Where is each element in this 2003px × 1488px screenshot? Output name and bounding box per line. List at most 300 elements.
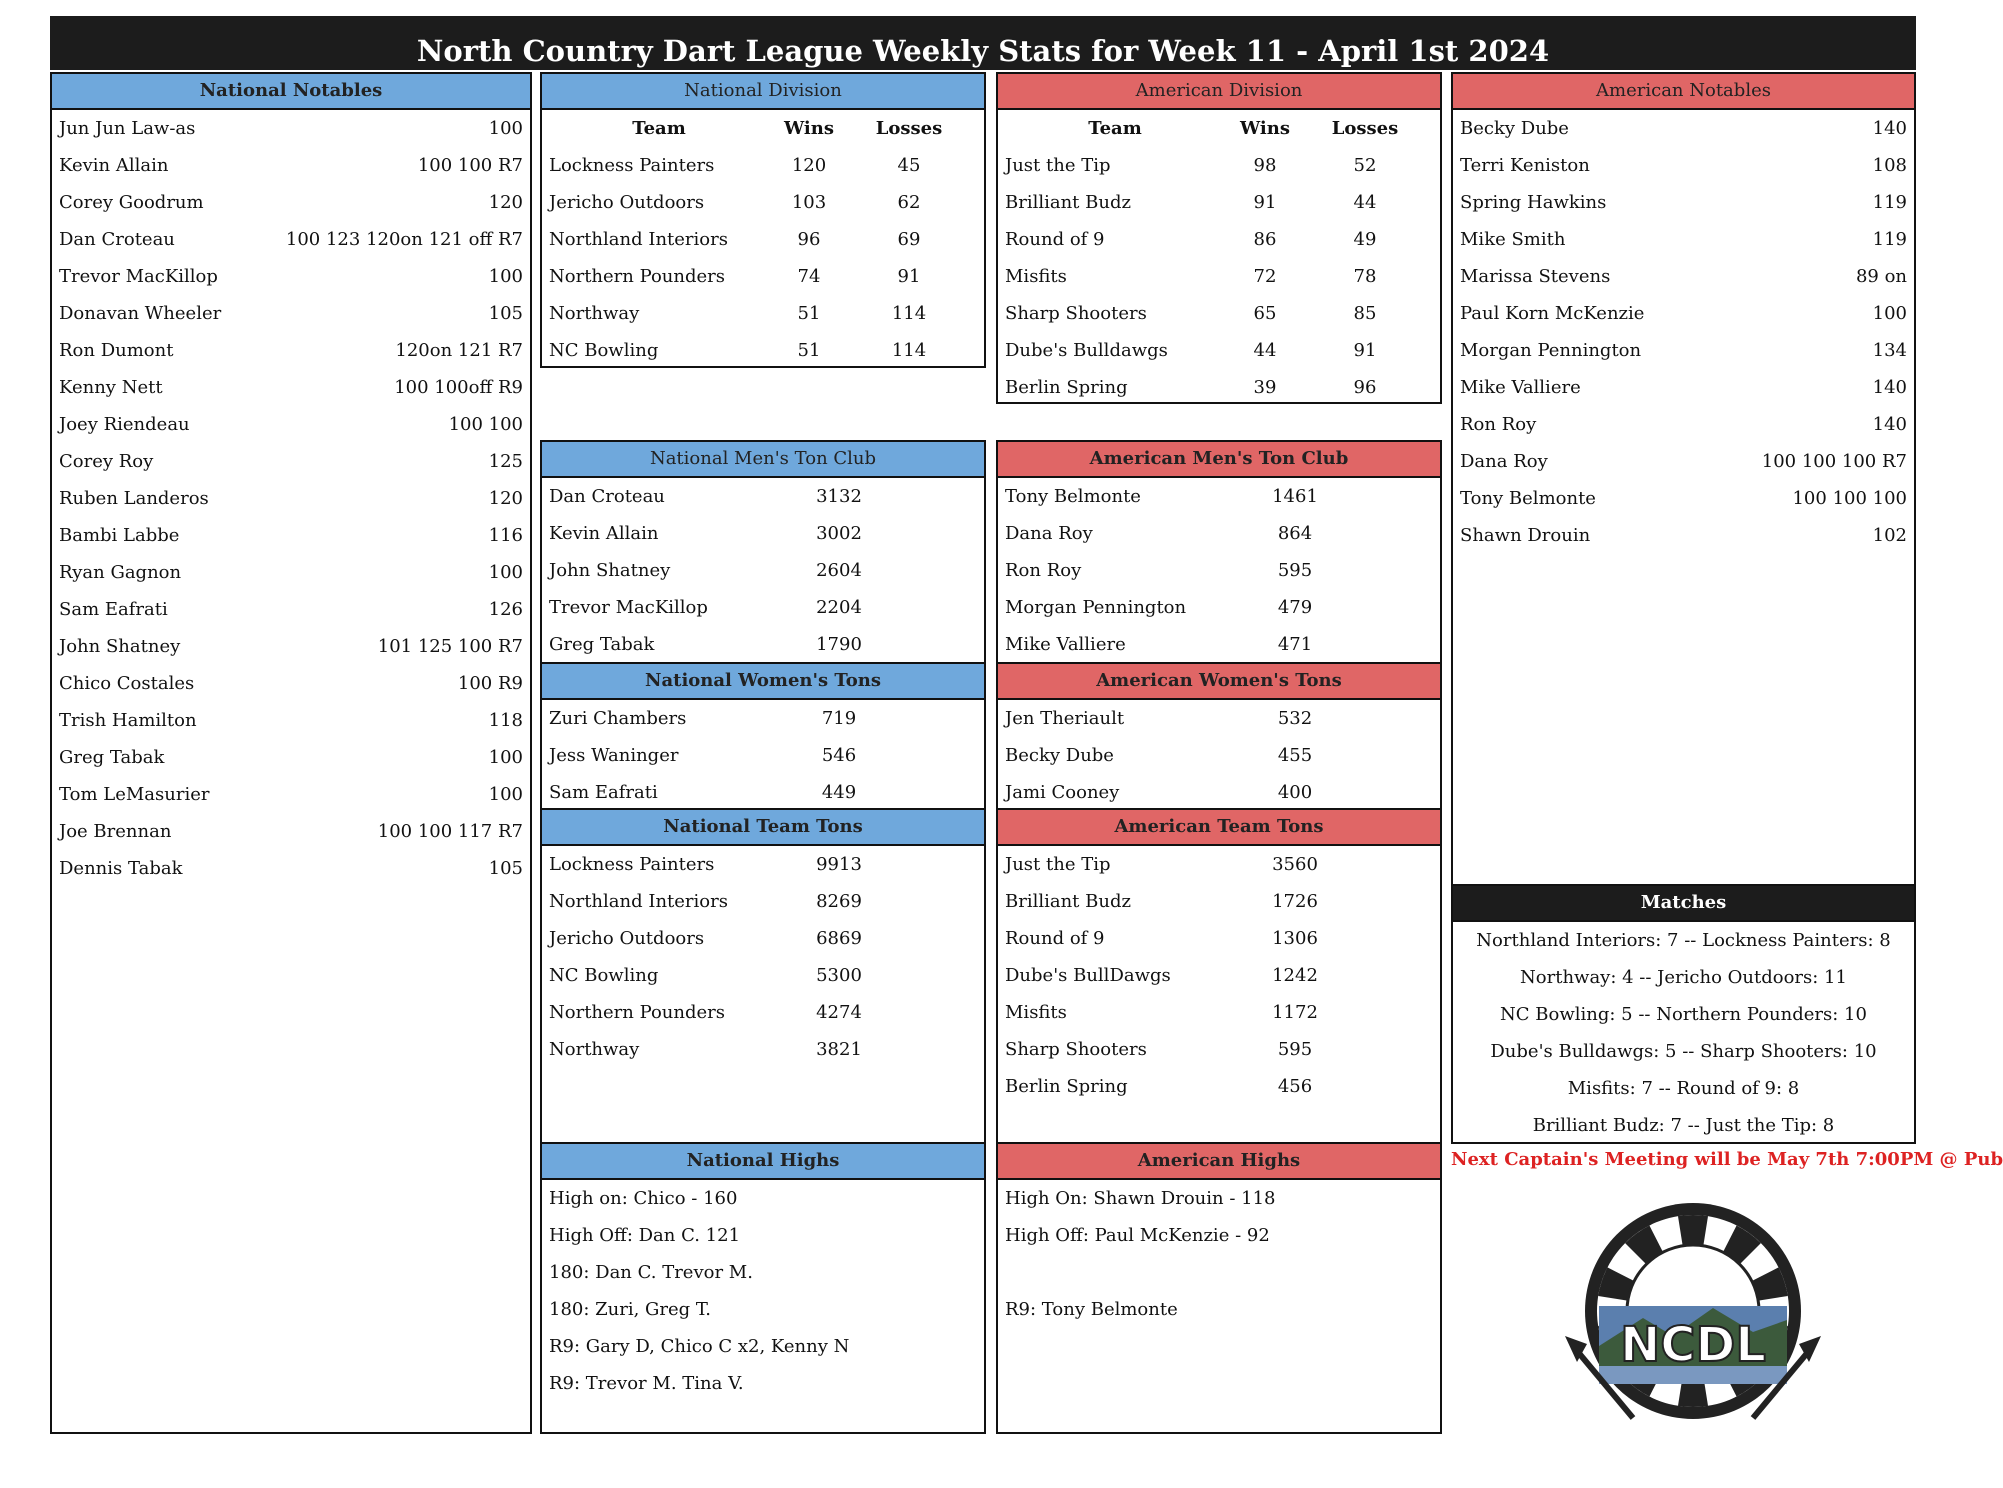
- table-row: [542, 258, 984, 295]
- player-name: Joey Riendeau: [59, 414, 190, 435]
- tons-cell: 456: [1277, 1076, 1313, 1097]
- player-name: Becky Dube: [1460, 118, 1569, 139]
- matches-header: Matches: [1453, 886, 1914, 922]
- table-row: [542, 700, 984, 737]
- player-value: 140: [1872, 377, 1907, 398]
- table-row: [998, 957, 1440, 994]
- tons-cell: 532: [1277, 708, 1313, 729]
- american-notables-panel: [1451, 72, 1916, 886]
- team-cell: Lockness Painters: [549, 155, 715, 176]
- table-row: [542, 332, 984, 369]
- table-row: [998, 1031, 1440, 1068]
- high-entry: 180: Dan C. Trevor M.: [549, 1262, 753, 1283]
- page-title: North Country Dart League Weekly Stats for Week 11 - April 1st 2024: [50, 16, 1916, 70]
- player-name: Sam Eafrati: [59, 599, 168, 620]
- list-item: [52, 517, 530, 554]
- tons-cell: 1242: [1272, 965, 1318, 986]
- ncdl-logo-icon: [1563, 1196, 1823, 1436]
- wins-cell: 51: [797, 340, 821, 361]
- wins-cell: 98: [1253, 155, 1277, 176]
- american-mens-ton-rows: [998, 478, 1440, 663]
- logo-text: NCDL: [1620, 1317, 1766, 1373]
- table-row: [998, 478, 1440, 515]
- team-cell: Northway: [549, 303, 640, 324]
- player-value: 89 on: [1855, 266, 1907, 287]
- losses-cell: 49: [1353, 229, 1377, 250]
- table-row: [998, 883, 1440, 920]
- player-value: 100 100: [448, 414, 523, 435]
- national-mens-ton-header: National Men's Ton Club: [542, 442, 984, 478]
- name-cell: Ron Roy: [1005, 560, 1082, 581]
- player-name: Corey Roy: [59, 451, 154, 472]
- wins-cell: 72: [1253, 266, 1277, 287]
- name-cell: Northland Interiors: [549, 891, 728, 912]
- player-name: Greg Tabak: [59, 747, 165, 768]
- american-mens-ton-panel: [996, 440, 1442, 664]
- matches-panel: [1451, 884, 1916, 1144]
- player-value: 100 R9: [457, 673, 523, 694]
- table-row: [998, 700, 1440, 737]
- national-womens-tons-rows: [542, 700, 984, 811]
- name-cell: Morgan Pennington: [1005, 597, 1187, 618]
- list-item: [52, 702, 530, 739]
- player-name: Jun Jun Law-as: [59, 118, 196, 139]
- player-value: 100: [1872, 303, 1907, 324]
- player-name: Morgan Pennington: [1460, 340, 1642, 361]
- american-womens-tons-rows: [998, 700, 1440, 811]
- tons-cell: 3132: [816, 486, 862, 507]
- wins-cell: 51: [797, 303, 821, 324]
- table-row: [542, 883, 984, 920]
- player-name: Corey Goodrum: [59, 192, 204, 213]
- player-name: John Shatney: [59, 636, 181, 657]
- player-value: 120: [488, 488, 523, 509]
- national-team-tons-header: National Team Tons: [542, 810, 984, 846]
- player-name: Chico Costales: [59, 673, 195, 694]
- table-row: [542, 515, 984, 552]
- name-cell: John Shatney: [549, 560, 671, 581]
- national-highs-list: [542, 1180, 984, 1402]
- high-entry: R9: Tony Belmonte: [1005, 1299, 1178, 1320]
- table-row: [998, 295, 1440, 332]
- wins-cell: 65: [1253, 303, 1277, 324]
- table-row: [998, 737, 1440, 774]
- list-item: [52, 628, 530, 665]
- player-name: Terri Keniston: [1460, 155, 1590, 176]
- table-row: [998, 221, 1440, 258]
- player-name: Trevor MacKillop: [59, 266, 218, 287]
- table-row: [542, 147, 984, 184]
- american-womens-tons-panel: [996, 662, 1442, 810]
- list-item: [52, 850, 530, 887]
- list-item: [1453, 221, 1914, 258]
- table-row: [998, 920, 1440, 957]
- american-division-rows: [998, 147, 1440, 406]
- match-result: Northway: 4 -- Jericho Outdoors: 11: [1520, 967, 1847, 988]
- tons-cell: 864: [1277, 523, 1313, 544]
- match-result: Northland Interiors: 7 -- Lockness Painters: 8: [1476, 930, 1891, 951]
- name-cell: Trevor MacKillop: [549, 597, 708, 618]
- american-team-tons-panel: [996, 808, 1442, 1144]
- name-cell: Misfits: [1005, 1002, 1067, 1023]
- list-item: [1453, 443, 1914, 480]
- table-row: [998, 184, 1440, 221]
- player-value: 100: [488, 784, 523, 805]
- matches-list: [1453, 922, 1914, 1144]
- list-item: [1453, 480, 1914, 517]
- tons-cell: 400: [1277, 782, 1313, 803]
- player-value: 118: [488, 710, 523, 731]
- losses-cell: 91: [897, 266, 921, 287]
- name-cell: Zuri Chambers: [549, 708, 687, 729]
- tons-cell: 2204: [816, 597, 862, 618]
- list-item: [52, 147, 530, 184]
- player-name: Donavan Wheeler: [59, 303, 222, 324]
- wins-cell: 39: [1253, 377, 1277, 398]
- team-cell: Just the Tip: [1005, 155, 1111, 176]
- list-item: [52, 554, 530, 591]
- player-name: Paul Korn McKenzie: [1460, 303, 1645, 324]
- match-result: NC Bowling: 5 -- Northern Pounders: 10: [1500, 1004, 1867, 1025]
- national-team-tons-rows: [542, 846, 984, 1068]
- table-row: [998, 552, 1440, 589]
- table-row: [998, 515, 1440, 552]
- player-value: 105: [488, 303, 523, 324]
- name-cell: Jess Waninger: [549, 745, 679, 766]
- column-losses: Losses: [1331, 118, 1399, 139]
- table-row: [542, 626, 984, 663]
- player-name: Dennis Tabak: [59, 858, 183, 879]
- national-division-panel: [540, 72, 986, 368]
- table-row: [542, 1031, 984, 1068]
- list-item: [52, 258, 530, 295]
- player-name: Ryan Gagnon: [59, 562, 182, 583]
- list-item: [52, 776, 530, 813]
- team-cell: Brilliant Budz: [1005, 192, 1131, 213]
- player-name: Tony Belmonte: [1460, 488, 1596, 509]
- list-item: [52, 221, 530, 258]
- table-row: [542, 957, 984, 994]
- column-wins: Wins: [784, 118, 834, 139]
- list-item: [52, 665, 530, 702]
- tons-cell: 3560: [1272, 854, 1318, 875]
- player-value: 100: [488, 562, 523, 583]
- player-name: Mike Valliere: [1460, 377, 1581, 398]
- player-value: 100 100 117 R7: [377, 821, 523, 842]
- list-item: [1453, 147, 1914, 184]
- table-row: [998, 774, 1440, 811]
- player-name: Tom LeMasurier: [59, 784, 210, 805]
- tons-cell: 1461: [1272, 486, 1318, 507]
- tons-cell: 3821: [816, 1039, 862, 1060]
- player-name: Shawn Drouin: [1460, 525, 1591, 546]
- team-cell: NC Bowling: [549, 340, 659, 361]
- name-cell: Jen Theriault: [1005, 708, 1125, 729]
- table-row: [998, 626, 1440, 663]
- name-cell: Just the Tip: [1005, 854, 1111, 875]
- table-row: [542, 774, 984, 811]
- american-highs-list: [998, 1180, 1440, 1328]
- list-item: [1453, 332, 1914, 369]
- player-value: 119: [1872, 229, 1907, 250]
- name-cell: Brilliant Budz: [1005, 891, 1131, 912]
- list-item: [52, 295, 530, 332]
- tons-cell: 455: [1277, 745, 1313, 766]
- tons-cell: 5300: [816, 965, 862, 986]
- tons-cell: 1306: [1272, 928, 1318, 949]
- player-value: 116: [488, 525, 523, 546]
- list-item: [52, 443, 530, 480]
- tons-cell: 595: [1277, 560, 1313, 581]
- wins-cell: 44: [1253, 340, 1277, 361]
- player-name: Ron Dumont: [59, 340, 174, 361]
- table-row: [542, 589, 984, 626]
- tons-cell: 719: [821, 708, 857, 729]
- table-row: [542, 994, 984, 1031]
- list-item: [52, 184, 530, 221]
- tons-cell: 1726: [1272, 891, 1318, 912]
- table-row: [542, 295, 984, 332]
- tons-cell: 3002: [816, 523, 862, 544]
- player-value: 105: [488, 858, 523, 879]
- list-item: [1453, 258, 1914, 295]
- name-cell: Berlin Spring: [1005, 1076, 1128, 1097]
- american-division-panel: [996, 72, 1442, 404]
- name-cell: Becky Dube: [1005, 745, 1114, 766]
- player-value: 119: [1872, 192, 1907, 213]
- list-item: [52, 332, 530, 369]
- tons-cell: 1172: [1272, 1002, 1318, 1023]
- name-cell: Northern Pounders: [549, 1002, 726, 1023]
- name-cell: Lockness Painters: [549, 854, 715, 875]
- american-mens-ton-header: American Men's Ton Club: [998, 442, 1440, 478]
- losses-cell: 62: [897, 192, 921, 213]
- high-entry: High on: Chico - 160: [549, 1188, 738, 1209]
- national-notables-panel: [50, 72, 532, 1434]
- name-cell: Dan Croteau: [549, 486, 665, 507]
- team-cell: Northland Interiors: [549, 229, 728, 250]
- tons-cell: 8269: [816, 891, 862, 912]
- player-value: 102: [1872, 525, 1907, 546]
- american-division-header: American Division: [998, 74, 1440, 110]
- column-team: Team: [1088, 118, 1142, 139]
- player-name: Spring Hawkins: [1460, 192, 1607, 213]
- player-value: 100 100 100 R7: [1761, 451, 1907, 472]
- high-entry: High On: Shawn Drouin - 118: [1005, 1188, 1276, 1209]
- table-row: [998, 369, 1440, 406]
- list-item: [52, 369, 530, 406]
- american-team-tons-header: American Team Tons: [998, 810, 1440, 846]
- name-cell: Sharp Shooters: [1005, 1039, 1147, 1060]
- player-value: 100: [488, 266, 523, 287]
- name-cell: Northway: [549, 1039, 640, 1060]
- player-name: Bambi Labbe: [59, 525, 180, 546]
- team-cell: Misfits: [1005, 266, 1067, 287]
- high-entry: High Off: Dan C. 121: [549, 1225, 741, 1246]
- american-team-tons-rows: [998, 846, 1440, 1105]
- player-value: 100 100 100: [1792, 488, 1907, 509]
- table-row: [998, 258, 1440, 295]
- tons-cell: 449: [821, 782, 857, 803]
- player-value: 100: [488, 118, 523, 139]
- player-value: 101 125 100 R7: [377, 636, 523, 657]
- player-value: 125: [488, 451, 523, 472]
- player-name: Joe Brennan: [59, 821, 172, 842]
- player-value: 120: [488, 192, 523, 213]
- table-header: [542, 110, 984, 147]
- wins-cell: 91: [1253, 192, 1277, 213]
- national-division-rows: [542, 147, 984, 369]
- name-cell: Sam Eafrati: [549, 782, 658, 803]
- wins-cell: 86: [1253, 229, 1277, 250]
- tons-cell: 6869: [816, 928, 862, 949]
- losses-cell: 91: [1353, 340, 1377, 361]
- player-name: Dan Croteau: [59, 229, 175, 250]
- player-value: 140: [1872, 414, 1907, 435]
- losses-cell: 114: [891, 303, 927, 324]
- table-row: [542, 846, 984, 883]
- national-notables-header: National Notables: [52, 74, 530, 110]
- player-value: 120on 121 R7: [395, 340, 523, 361]
- list-item: [52, 813, 530, 850]
- wins-cell: 103: [791, 192, 827, 213]
- losses-cell: 44: [1353, 192, 1377, 213]
- team-cell: Round of 9: [1005, 229, 1105, 250]
- name-cell: Greg Tabak: [549, 634, 655, 655]
- list-item: [52, 406, 530, 443]
- name-cell: Mike Valliere: [1005, 634, 1126, 655]
- team-cell: Northern Pounders: [549, 266, 726, 287]
- table-row: [998, 1068, 1440, 1105]
- high-entry: R9: Gary D, Chico C x2, Kenny N: [549, 1336, 850, 1357]
- player-value: 108: [1872, 155, 1907, 176]
- table-row: [998, 332, 1440, 369]
- tons-cell: 595: [1277, 1039, 1313, 1060]
- list-item: [1453, 295, 1914, 332]
- name-cell: Tony Belmonte: [1005, 486, 1141, 507]
- team-cell: Jericho Outdoors: [549, 192, 705, 213]
- losses-cell: 85: [1353, 303, 1377, 324]
- wins-cell: 96: [797, 229, 821, 250]
- captains-meeting-notice: Next Captain's Meeting will be May 7th 7:00PM @ Pub: [1451, 1149, 2003, 1170]
- name-cell: Kevin Allain: [549, 523, 659, 544]
- list-item: [52, 480, 530, 517]
- american-highs-header: American Highs: [998, 1144, 1440, 1180]
- wins-cell: 74: [797, 266, 821, 287]
- american-womens-tons-header: American Women's Tons: [998, 664, 1440, 700]
- table-row: [542, 184, 984, 221]
- national-division-header: National Division: [542, 74, 984, 110]
- table-row: [542, 920, 984, 957]
- column-team: Team: [632, 118, 686, 139]
- column-wins: Wins: [1240, 118, 1290, 139]
- list-item: [52, 591, 530, 628]
- losses-cell: 52: [1353, 155, 1377, 176]
- national-team-tons-panel: [540, 808, 986, 1144]
- table-row: [998, 994, 1440, 1031]
- tons-cell: 1790: [816, 634, 862, 655]
- american-highs-panel: [996, 1142, 1442, 1434]
- table-row: [998, 846, 1440, 883]
- player-name: Trish Hamilton: [59, 710, 197, 731]
- team-cell: Dube's Bulldawgs: [1005, 340, 1168, 361]
- player-name: Dana Roy: [1460, 451, 1548, 472]
- table-row: [542, 737, 984, 774]
- player-value: 126: [488, 599, 523, 620]
- column-losses: Losses: [875, 118, 943, 139]
- national-womens-tons-panel: [540, 662, 986, 810]
- list-item: [1453, 369, 1914, 406]
- player-name: Marissa Stevens: [1460, 266, 1611, 287]
- list-item: [1453, 517, 1914, 554]
- list-item: [52, 110, 530, 147]
- losses-cell: 78: [1353, 266, 1377, 287]
- name-cell: Jami Cooney: [1005, 782, 1120, 803]
- losses-cell: 114: [891, 340, 927, 361]
- american-notables-list: [1453, 110, 1914, 554]
- national-mens-ton-rows: [542, 478, 984, 663]
- team-cell: Sharp Shooters: [1005, 303, 1147, 324]
- wins-cell: 120: [791, 155, 827, 176]
- team-cell: Berlin Spring: [1005, 377, 1128, 398]
- name-cell: NC Bowling: [549, 965, 659, 986]
- tons-cell: 546: [821, 745, 857, 766]
- tons-cell: 479: [1277, 597, 1313, 618]
- high-entry: 180: Zuri, Greg T.: [549, 1299, 712, 1320]
- player-value: 100 100 R7: [417, 155, 523, 176]
- losses-cell: 96: [1353, 377, 1377, 398]
- american-notables-header: American Notables: [1453, 74, 1914, 110]
- losses-cell: 45: [897, 155, 921, 176]
- table-row: [542, 478, 984, 515]
- table-row: [542, 552, 984, 589]
- player-name: Kenny Nett: [59, 377, 163, 398]
- national-womens-tons-header: National Women's Tons: [542, 664, 984, 700]
- name-cell: Round of 9: [1005, 928, 1105, 949]
- table-row: [998, 589, 1440, 626]
- national-mens-ton-panel: [540, 440, 986, 664]
- player-value: 134: [1872, 340, 1907, 361]
- losses-cell: 69: [897, 229, 921, 250]
- list-item: [1453, 406, 1914, 443]
- player-name: Ruben Landeros: [59, 488, 209, 509]
- tons-cell: 9913: [816, 854, 862, 875]
- name-cell: Dube's BullDawgs: [1005, 965, 1171, 986]
- national-highs-header: National Highs: [542, 1144, 984, 1180]
- player-name: Kevin Allain: [59, 155, 169, 176]
- player-name: Ron Roy: [1460, 414, 1537, 435]
- list-item: [1453, 110, 1914, 147]
- tons-cell: 471: [1277, 634, 1313, 655]
- tons-cell: 4274: [816, 1002, 862, 1023]
- table-header: [998, 110, 1440, 147]
- player-value: 100: [488, 747, 523, 768]
- high-entry: R9: Trevor M. Tina V.: [549, 1373, 744, 1394]
- name-cell: Jericho Outdoors: [549, 928, 705, 949]
- match-result: Dube's Bulldawgs: 5 -- Sharp Shooters: 10: [1490, 1041, 1877, 1062]
- list-item: [52, 739, 530, 776]
- player-name: Mike Smith: [1460, 229, 1566, 250]
- name-cell: Dana Roy: [1005, 523, 1093, 544]
- national-notables-list: [52, 110, 530, 887]
- tons-cell: 2604: [816, 560, 862, 581]
- table-row: [542, 221, 984, 258]
- player-value: 100 123 120on 121 off R7: [285, 229, 523, 250]
- list-item: [1453, 184, 1914, 221]
- player-value: 140: [1872, 118, 1907, 139]
- table-row: [998, 147, 1440, 184]
- player-value: 100 100off R9: [394, 377, 523, 398]
